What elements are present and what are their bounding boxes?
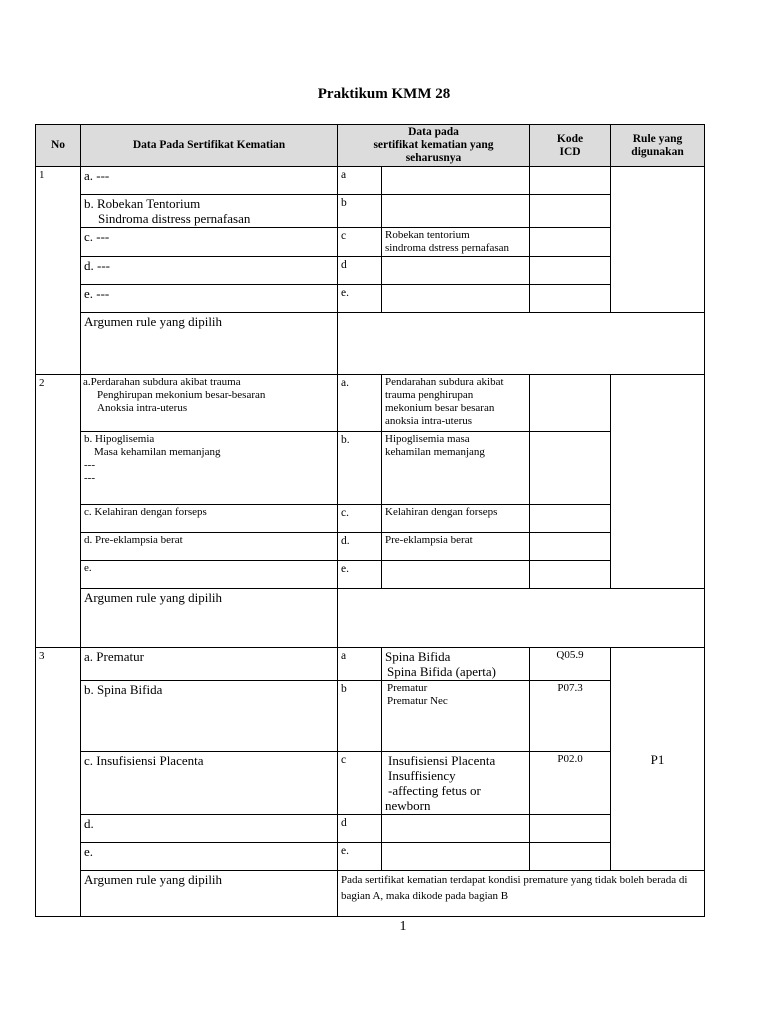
praktikum-table	[35, 124, 705, 917]
argumen-row	[36, 871, 705, 917]
letter-cell: d	[338, 815, 382, 843]
argumen-label: Argumen rule yang dipilih	[81, 871, 338, 917]
letter-cell: d.	[338, 533, 382, 561]
argumen-label: Argumen rule yang dipilih	[81, 589, 338, 648]
data-cell: e.	[81, 561, 338, 589]
icd-cell	[530, 432, 611, 505]
icd-cell	[530, 815, 611, 843]
letter-cell: c.	[338, 505, 382, 533]
section-number: 1	[36, 167, 81, 375]
letter-cell: d	[338, 257, 382, 285]
data-cell: c. ---	[81, 228, 338, 257]
table-row	[36, 257, 705, 285]
table-row	[36, 195, 705, 228]
should-cell	[382, 843, 530, 871]
should-cell: Spina Bifida Spina Bifida (aperta)	[382, 648, 530, 681]
rule-cell: P1	[611, 648, 705, 871]
data-cell: b. Hipoglisemia Masa kehamilan memanjang --- ---	[81, 432, 338, 505]
should-cell: Pre-eklampsia berat	[382, 533, 530, 561]
icd-cell: Q05.9	[530, 648, 611, 681]
rule-cell	[611, 375, 705, 589]
argumen-text: Pada sertifikat kematian terdapat kondisi premature yang tidak boleh berada di bagian A, maka dikode pada bagian B	[338, 871, 705, 917]
data-cell: c. Insufisiensi Placenta	[81, 752, 338, 815]
should-cell	[382, 285, 530, 313]
table-row	[36, 648, 705, 681]
table-row	[36, 228, 705, 257]
data-cell: e.	[81, 843, 338, 871]
table-row	[36, 843, 705, 871]
should-cell: Kelahiran dengan forseps	[382, 505, 530, 533]
data-cell: c. Kelahiran dengan forseps	[81, 505, 338, 533]
icd-cell	[530, 375, 611, 432]
header-kode-icd: Kode ICD	[530, 125, 611, 167]
letter-cell: b	[338, 681, 382, 752]
table-row	[36, 815, 705, 843]
data-cell: a. Prematur	[81, 648, 338, 681]
table-row	[36, 561, 705, 589]
document-title: Praktikum KMM 28	[317, 86, 451, 102]
icd-cell	[530, 228, 611, 257]
letter-cell: c	[338, 228, 382, 257]
icd-cell: P07.3	[530, 681, 611, 752]
should-cell: Insufisiensi Placenta Insuffisiency -affecting fetus or newborn	[382, 752, 530, 815]
section-number: 3	[36, 648, 81, 917]
letter-cell: e.	[338, 843, 382, 871]
letter-cell: b.	[338, 432, 382, 505]
should-cell	[382, 195, 530, 228]
data-cell: d. Pre-eklampsia berat	[81, 533, 338, 561]
should-cell: Hipoglisemia masa kehamilan memanjang	[382, 432, 530, 505]
header-data-seharusnya: Data pada sertifikat kematian yang seharusnya	[338, 125, 530, 167]
should-cell	[382, 815, 530, 843]
should-cell	[382, 257, 530, 285]
data-cell: a. ---	[81, 167, 338, 195]
argumen-row	[36, 589, 705, 648]
data-cell: b. Spina Bifida	[81, 681, 338, 752]
letter-cell: e.	[338, 561, 382, 589]
header-no: No	[36, 125, 81, 167]
should-cell	[382, 167, 530, 195]
should-cell: Robekan tentorium sindroma dstress pernafasan	[382, 228, 530, 257]
data-cell: d.	[81, 815, 338, 843]
table-row	[36, 375, 705, 432]
table-row	[36, 285, 705, 313]
icd-cell: P02.0	[530, 752, 611, 815]
icd-cell	[530, 285, 611, 313]
section-number: 2	[36, 375, 81, 648]
table-row	[36, 432, 705, 505]
data-cell: b. Robekan Tentorium Sindroma distress pernafasan	[81, 195, 338, 228]
data-cell: e. ---	[81, 285, 338, 313]
icd-cell	[530, 167, 611, 195]
icd-cell	[530, 561, 611, 589]
argumen-label: Argumen rule yang dipilih	[81, 313, 338, 375]
argumen-text	[338, 313, 705, 375]
icd-cell	[530, 257, 611, 285]
argumen-row	[36, 313, 705, 375]
should-cell: Pendarahan subdura akibat trauma penghirupan mekonium besar besaran anoksia intra-uterus	[382, 375, 530, 432]
table-row	[36, 505, 705, 533]
table-row	[36, 533, 705, 561]
icd-cell	[530, 843, 611, 871]
letter-cell: b	[338, 195, 382, 228]
header-rule: Rule yang digunakan	[611, 125, 705, 167]
should-cell	[382, 561, 530, 589]
header-data-sertifikat: Data Pada Sertifikat Kematian	[81, 125, 338, 167]
table-row	[36, 167, 705, 195]
letter-cell: a.	[338, 375, 382, 432]
letter-cell: a	[338, 167, 382, 195]
letter-cell: c	[338, 752, 382, 815]
icd-cell	[530, 533, 611, 561]
rule-cell	[611, 167, 705, 313]
data-cell: a.Perdarahan subdura akibat trauma Penghirupan mekonium besar-besaran Anoksia intra-uterus	[81, 375, 338, 432]
table-row	[36, 752, 705, 815]
page-number: 1	[399, 919, 407, 934]
letter-cell: a	[338, 648, 382, 681]
icd-cell	[530, 195, 611, 228]
argumen-text	[338, 589, 705, 648]
icd-cell	[530, 505, 611, 533]
letter-cell: e.	[338, 285, 382, 313]
should-cell: Prematur Prematur Nec	[382, 681, 530, 752]
table-row	[36, 681, 705, 752]
table-header-row	[36, 125, 705, 167]
data-cell: d. ---	[81, 257, 338, 285]
